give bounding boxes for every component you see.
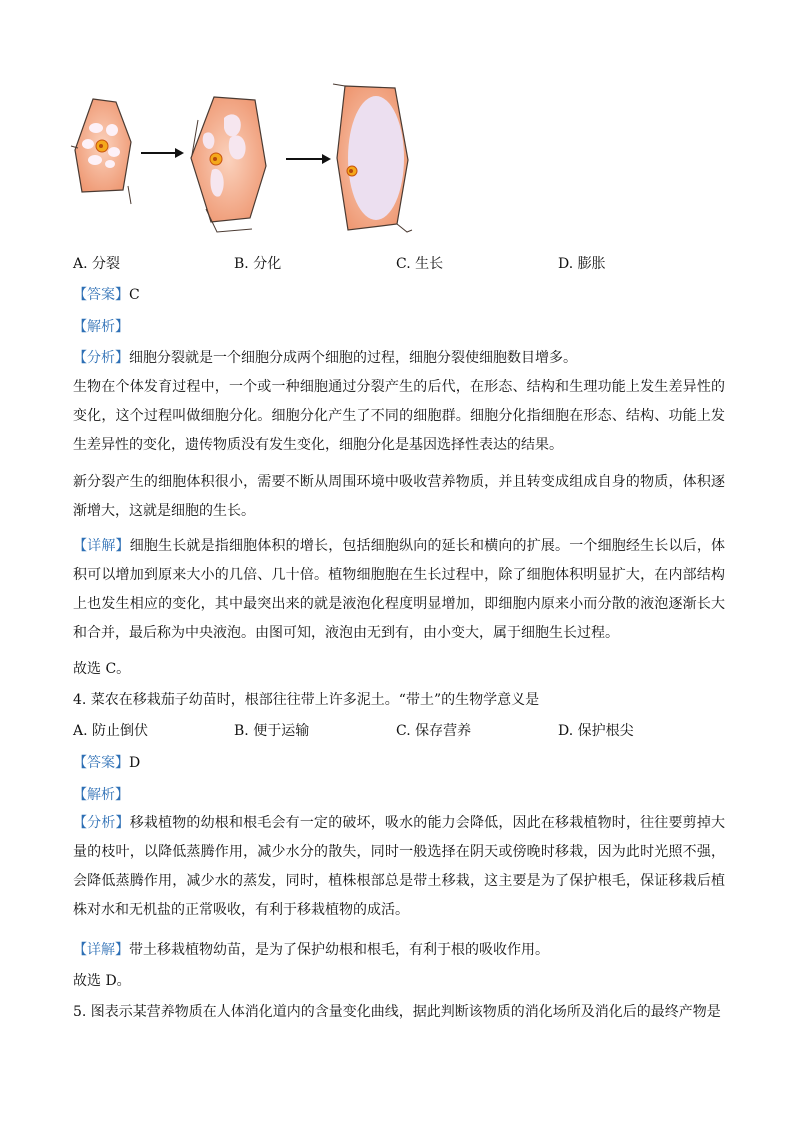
q3-analysis-label: 【解析】: [73, 319, 129, 335]
large-cell: [333, 84, 412, 232]
fenxi-label: 【分析】: [73, 350, 129, 366]
q4-conclusion: 故选 D。: [73, 973, 131, 989]
xiangjie-text: 带土移栽植物幼苗，是为了保护幼根和根毛，有利于根的吸收作用。: [129, 942, 549, 958]
q4-xiangjie: [73, 940, 725, 960]
q4-question: 4. 菜农在移栽茄子幼苗时，根部往往带上许多泥土。“带土”的生物学意义是: [73, 692, 540, 708]
option-d[interactable]: D. 保护根尖: [558, 723, 634, 739]
fenxi-label: 【分析】: [73, 815, 130, 831]
fenxi-text: 细胞分裂就是一个细胞分成两个细胞的过程，细胞分裂使细胞数目增多。: [129, 350, 577, 366]
small-cell: [71, 99, 131, 204]
q4-analysis-label: 【解析】: [73, 787, 129, 803]
q3-fenxi: [73, 348, 725, 368]
answer-label: 【答案】: [73, 287, 129, 303]
q5-question: 5. 图表示某营养物质在人体消化道内的含量变化曲线，据此判断该物质的消化场所及消化后的最终产物是: [73, 1004, 721, 1020]
q4-fenxi: [73, 809, 725, 925]
q3-paragraph-growth: 新分裂产生的细胞体积很小，需要不断从周围环境中吸收营养物质，并且转变成组成自身的物质，体积逐渐增大，这就是细胞的生长。: [73, 474, 725, 519]
answer-value: D: [129, 755, 141, 771]
answer-label: 【答案】: [73, 755, 129, 771]
medium-cell: [191, 97, 266, 232]
xiangjie-text: 细胞生长就是指细胞体积的增长，包括细胞纵向的延长和横向的扩展。一个细胞经生长以后，体积可以增加到原来大小的几倍、几十倍。植物细胞胞在生长过程中，除了细胞体积明显扩大，在内部结构上也发生相应的变化，其中最突出来的就是液泡化程度明显增加，即细胞内原来小而分散的液泡逐渐长大和合并，最后称为中央液泡。由图可知，液泡由无到有，由小变大，属于细胞生长过程。: [73, 538, 726, 641]
fenxi-text: 移栽植物的幼根和根毛会有一定的破坏，吸水的能力会降低，因此在移栽植物时，往往要剪掉大量的枝叶，以降低蒸腾作用，减少水分的散失，同时一般选择在阴天或傍晚时移栽，因为此时光照不强，会降低蒸腾作用，减少水的蒸发，同时，植株根部总是带土移栽，这主要是为了保护根毛，保证移栽后植株对水和无机盐的正常吸收，有利于移栽植物的成活。: [73, 815, 726, 918]
option-a[interactable]: A. 防止倒伏: [73, 723, 149, 739]
arrow-right-icon: [141, 148, 184, 158]
answer-value: C: [129, 287, 140, 303]
xiangjie-label: 【详解】: [73, 538, 130, 554]
q3-conclusion: 故选 C。: [73, 661, 131, 677]
cell-growth-figure: [0, 0, 793, 250]
option-b[interactable]: B. 便于运输: [234, 723, 310, 739]
q4-answer: [73, 753, 725, 773]
option-c[interactable]: C. 生长: [396, 256, 444, 272]
q3-answer: [73, 285, 725, 305]
option-c[interactable]: C. 保存营养: [396, 723, 472, 739]
q3-paragraph-differentiation: 生物在个体发育过程中，一个或一种细胞通过分裂产生的后代，在形态、结构和生理功能上发生差异性的变化，这个过程叫做细胞分化。细胞分化产生了不同的细胞群。细胞分化指细胞在形态、结构、功能上发生差异性的变化，遗传物质没有发生变化，细胞分化是基因选择性表达的结果。: [73, 379, 725, 453]
option-d[interactable]: D. 膨胀: [558, 256, 606, 272]
q3-xiangjie: [73, 532, 725, 648]
option-a[interactable]: A. 分裂: [73, 256, 121, 272]
arrow-right-icon: [286, 154, 331, 164]
option-b[interactable]: B. 分化: [234, 256, 282, 272]
xiangjie-label: 【详解】: [73, 942, 129, 958]
